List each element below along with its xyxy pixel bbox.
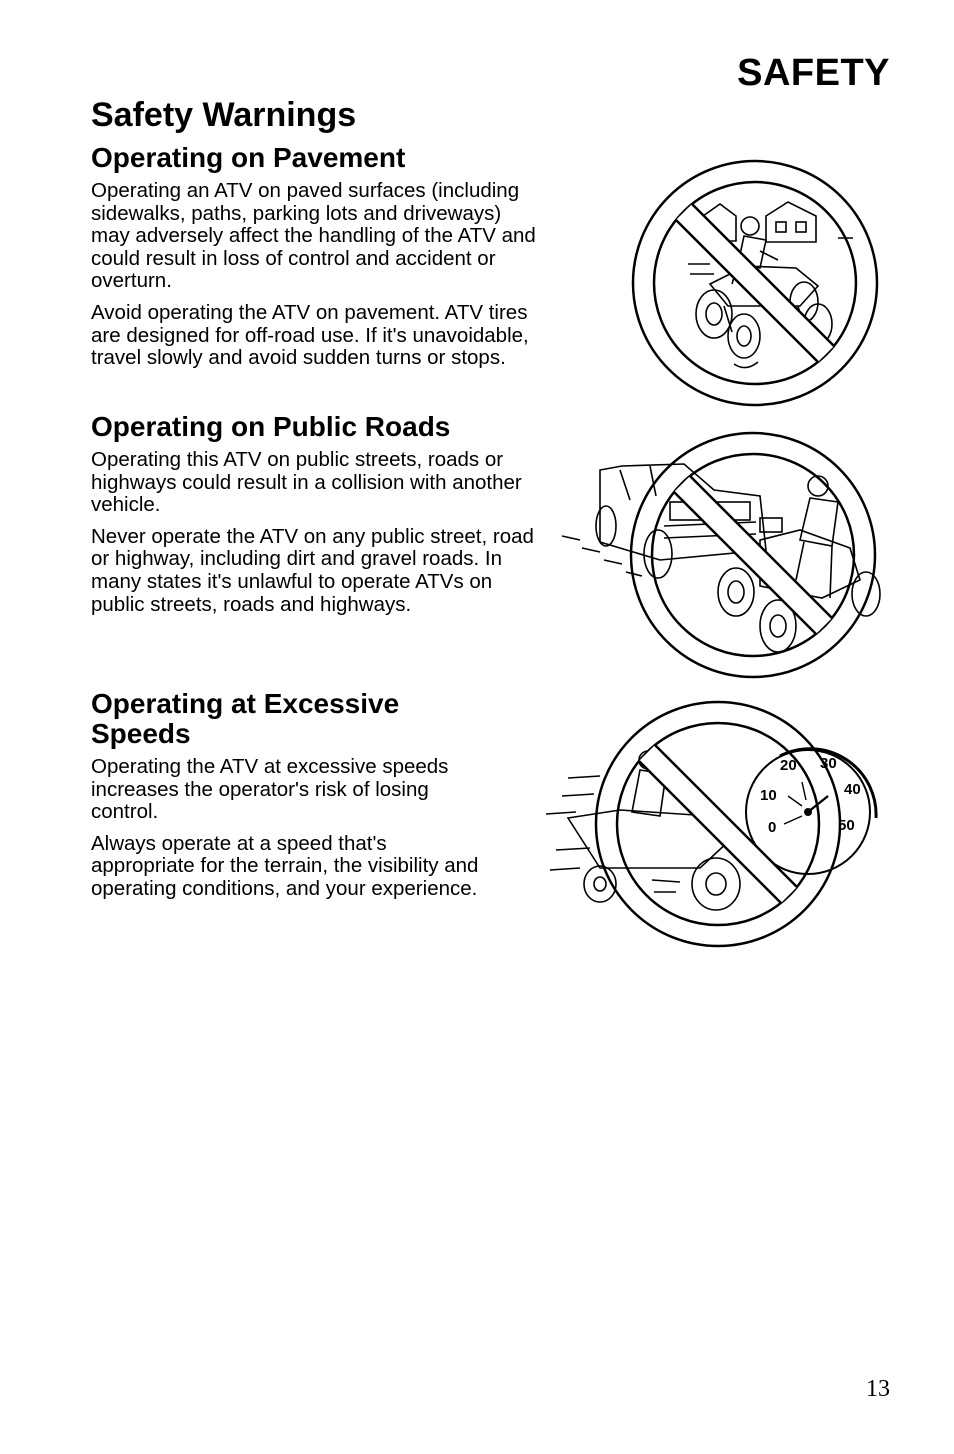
- no-excessive-speed-icon: [540, 700, 880, 952]
- speedometer-label: 40: [844, 781, 861, 798]
- section-heading: Operating at Excessive Speeds: [91, 688, 400, 749]
- speedometer-label: 30: [820, 755, 837, 772]
- section-paragraph: Never operate the ATV on any public street, road or highway, including dirt and gravel roads. In many states it's unlawful to operate ATVs on public streets, roads and highways.: [91, 524, 534, 616]
- page-number: 13: [866, 1376, 890, 1402]
- section-paragraph: Always operate at a speed that's appropriate for the terrain, the visibility and operating conditions, and your experience.: [91, 831, 479, 900]
- section-paragraph: Operating the ATV at excessive speeds increases the operator's risk of losing control.: [91, 755, 449, 824]
- section-paragraph: Operating this ATV on public streets, roads or highways could result in a collision with another vehicle.: [91, 448, 522, 517]
- speedometer-label: 0: [768, 819, 777, 836]
- speedometer-label: 50: [838, 817, 855, 834]
- speedometer-label: 10: [760, 787, 777, 804]
- section-operating-at-excessive-speeds: [91, 689, 491, 910]
- no-atv-on-public-roads-icon: [560, 430, 886, 682]
- section-heading: Operating on Pavement: [91, 142, 406, 173]
- section-operating-on-public-roads: [91, 412, 536, 625]
- speedometer-label: 20: [780, 757, 797, 774]
- section-heading: Operating on Public Roads: [91, 411, 451, 442]
- no-atv-on-pavement-icon: [628, 156, 882, 410]
- chapter-title: SAFETY: [737, 52, 890, 94]
- section-paragraph: Avoid operating the ATV on pavement. ATV tires are designed for off-road use. If it's unavoidable, travel slowly and avoid sudden turns or stops.: [91, 300, 529, 370]
- page-title: Safety Warnings: [91, 96, 357, 134]
- section-operating-on-pavement: [91, 143, 536, 379]
- section-paragraph: Operating an ATV on paved surfaces (including sidewalks, paths, parking lots and driveways) may adversely affect the handling of the ATV and could result in loss of control and accident or overturn.: [91, 179, 536, 293]
